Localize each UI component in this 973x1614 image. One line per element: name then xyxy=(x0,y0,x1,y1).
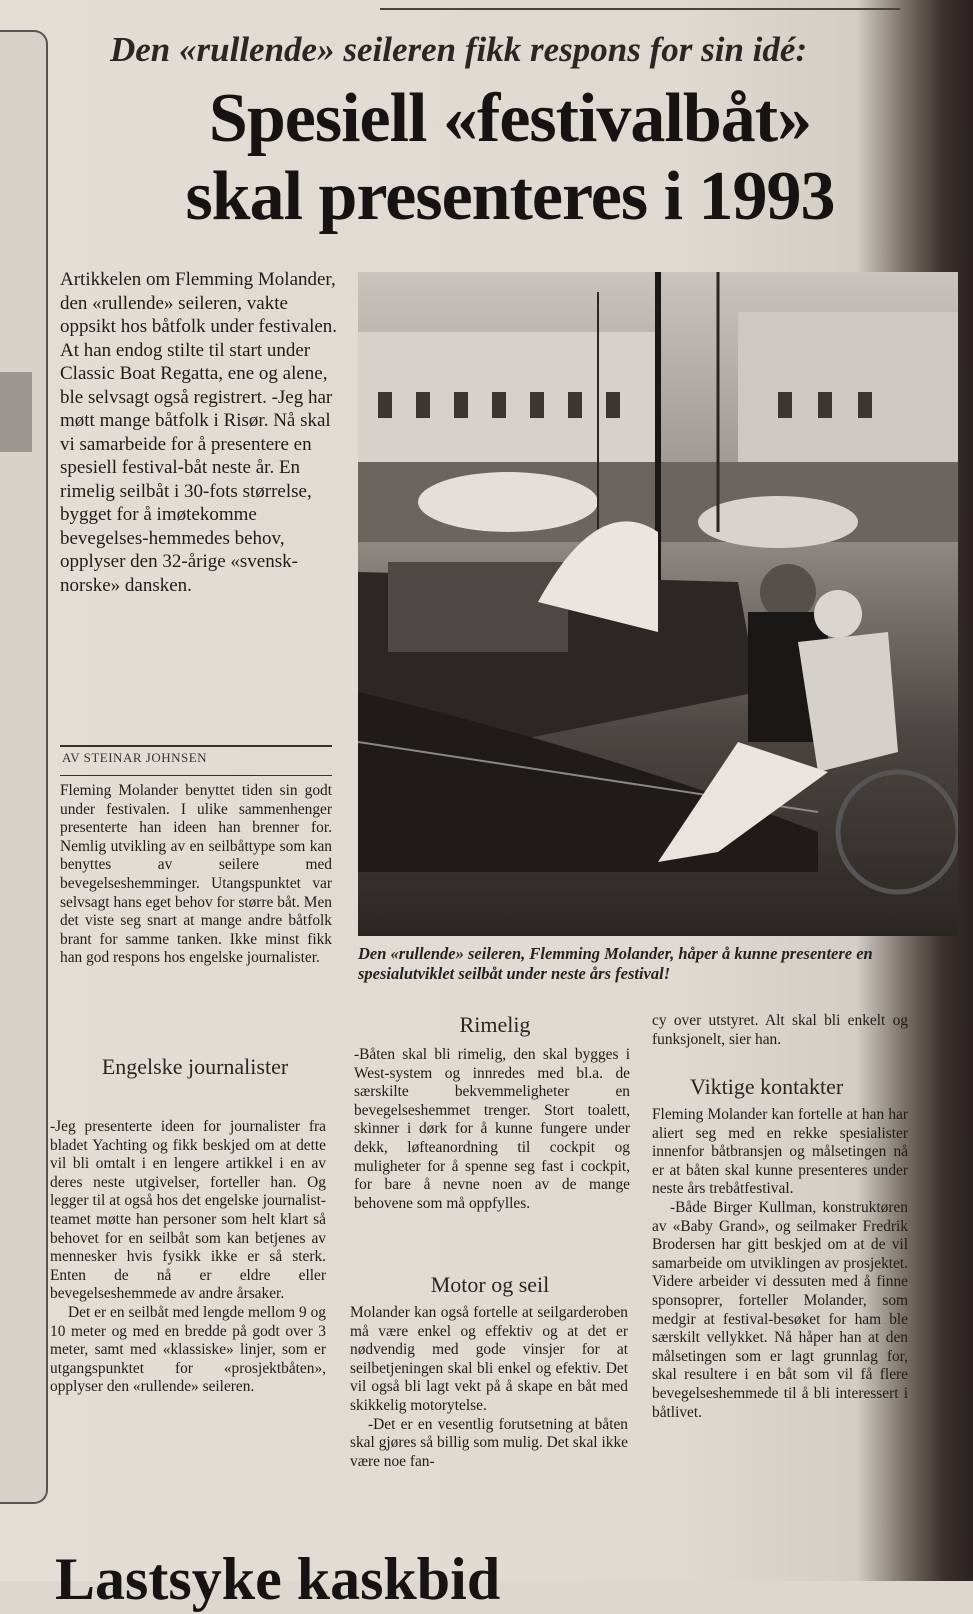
headline-line-2: skal presenteres i 1993 xyxy=(185,158,835,235)
photo-illustration xyxy=(358,272,958,936)
paragraph: Fleming Molander kan fortelle at han har aliert seg med en rekke spesialister innenfor båtbransjen og målsetingen nå er at båten skal kunne presenteres under neste års trebåtfestival. xyxy=(652,1106,908,1198)
paragraph: -Jeg presenterte ideen for journalister fra bladet Yachting og fikk beskjed om at dette vil bli omtalt i en lengere artikkel i en av deres neste utgivelser, forteller han. Og legger til at også hos det engelske journalist-teamet møtte han personer som helt klart så behovet for en seilbåt som kan betjenes av mennesker hvis fysikk ikke er så sterk. Enten de nå er eldre eller bevegelseshemmede av andre årsaker. xyxy=(50,1118,326,1303)
column-1-bottom xyxy=(50,1118,326,1397)
paragraph: -Båten skal bli rimelig, den skal bygges i West-system og innredes med bl.a. de særskilte bekvemmeligheter en bevegelseshemmet trenger. Stort toalett, skinner i dørk for å kunne fungere under dekk, løfteanordning til cockpit og muligheter for å spenne seg fast i cockpit, for bare å nevne noen av de mange behovene som må oppfylles. xyxy=(354,1046,630,1212)
byline-rule-top xyxy=(60,745,332,747)
headline-line-1: Spesiell «festivalbåt» xyxy=(208,80,812,157)
next-article-headline: Lastsyke kaskbid xyxy=(55,1546,501,1612)
adjacent-article-edge xyxy=(0,30,48,1504)
kicker: Den «rullende» seileren fikk respons for sin idé: xyxy=(110,30,808,69)
paragraph: cy over utstyret. Alt skal bli enkelt og funksjonelt, sier han. xyxy=(652,1012,908,1048)
byline: AV STEINAR JOHNSEN xyxy=(62,750,208,765)
adjacent-photo-fragment xyxy=(0,372,32,452)
paragraph: Molander kan også fortelle at seilgarderoben må være enkel og effektiv og at det er nødvendig med gode vinsjer for at seilbetjeningen skal bli enkel og efektiv. Det vil også bli lagt vekt på å skape en båt med skikkelig motorytelse. xyxy=(350,1304,628,1414)
photo-sailboat-harbor xyxy=(358,272,958,936)
top-rule xyxy=(380,8,900,10)
column-2-bottom xyxy=(350,1304,628,1471)
subhead-engelske-journalister: Engelske journalister xyxy=(101,1054,289,1079)
paragraph: Fleming Molander benyttet tiden sin godt under festivalen. I ulike sammenhenger presenterte han ideen han brenner for. Nemlig utvikling av en seilbåttype som kan benyttes av seilere med bevegelseshemminger. Utangspunktet var selvsagt hans eget behov for større båt. Men det viste seg snart at mange andre båtfolk brant for samme tanken. Ikke minst fikk han god respons hos engelske journalister. xyxy=(60,782,332,967)
paragraph: -Både Birger Kullman, konstruktøren av «Baby Grand», og seilmaker Fredrik Brodersen har gitt beskjed om at de vil samarbeide om utviklingen av prosjektet. Videre arbeider vi dessuten med å finne sponsoprer, forteller Molander, som medgir at festival-besøket for ham ble særskilt vellykket. Nå håper han at den målsetingen som er lagt grunnlag for, skal resultere i en båt som vil få flere bevegelseshemmede til å bli interessert i båtlivet. xyxy=(652,1198,908,1421)
lead-paragraph xyxy=(60,268,338,597)
paragraph: -Det er en vesentlig forutsetning at båten skal gjøres så billig som mulig. Det skal ikke være noe fan- xyxy=(350,1415,628,1470)
subhead-motor-og-seil: Motor og seil xyxy=(430,1272,550,1297)
column-3-top xyxy=(652,1012,908,1049)
column-2-top xyxy=(354,1046,630,1213)
photo-caption: Den «rullende» seileren, Flemming Molander, håper å kunne presentere en spesialutviklet seilbåt under neste års festival! xyxy=(358,944,873,983)
lead-text: Artikkelen om Flemming Molander, den «rullende» seileren, vakte oppsikt hos båtfolk under festivalen. At han endog stilte til start under Classic Boat Regatta, ene og alene, ble selvsagt også registrert. -Jeg har møtt mange båtfolk i Risør. Nå skal vi samarbeide for å presentere en spesiell festival-båt neste år. En rimelig seilbåt i 30-fots størrelse, bygget for å imøtekomme bevegelses-hemmedes behov, opplyser den 32-årige «svensk-norske» dansken. xyxy=(60,269,338,596)
byline-rule-bottom xyxy=(60,775,332,776)
paragraph: Det er en seilbåt med lengde mellom 9 og 10 meter og med en bredde på godt over 3 meter, samt med «klassiske» linjer, som er utgangspunktet for «prosjektbåten», opplyser den «rullende» seileren. xyxy=(50,1303,326,1396)
column-1-top xyxy=(60,782,332,968)
headline xyxy=(120,80,900,236)
subhead-viktige-kontakter: Viktige kontakter xyxy=(690,1074,844,1099)
subhead-rimelig: Rimelig xyxy=(459,1012,531,1037)
column-3-bottom xyxy=(652,1106,908,1422)
